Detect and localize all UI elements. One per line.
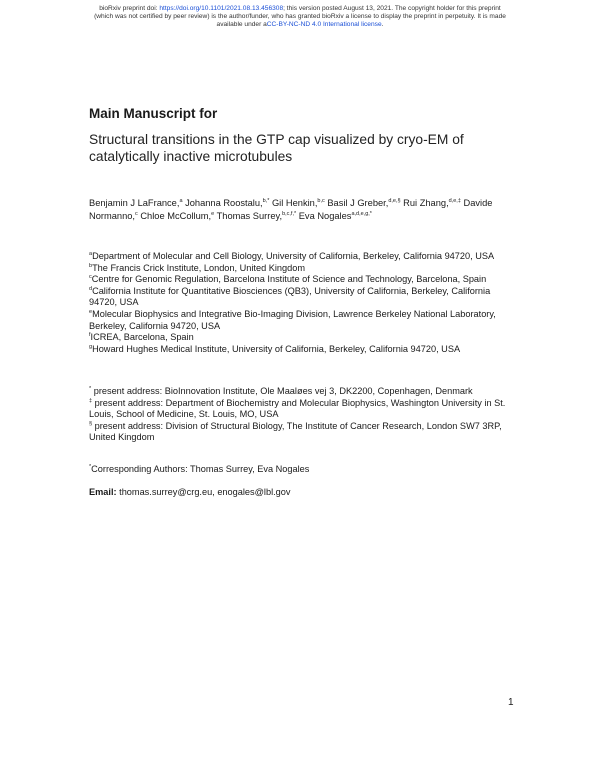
affiliation-item <box>89 332 509 344</box>
author-name: Davide Normanno, <box>89 198 493 221</box>
note-text: present address: Division of Structural Biology, The Institute of Cancer Research, London SW7 3RP, United Kingdom <box>89 420 502 443</box>
author <box>327 198 400 208</box>
affiliation-item <box>89 251 509 263</box>
note-mark: * <box>89 386 92 392</box>
author-name: Basil J Greber, <box>327 198 389 208</box>
paper-title: Structural transitions in the GTP cap visualized by cryo-EM of catalytically inactive microtubules <box>89 132 464 164</box>
author-affiliation-mark: c <box>135 210 138 217</box>
note-text: present address: Department of Biochemistry and Molecular Biophysics, Washington University in St. Louis, School of Medicine, St. Louis, MO, USA <box>89 397 506 420</box>
affiliation-text: Molecular Biophysics and Integrative Bio-Imaging Division, Lawrence Berkeley National Laboratory, Berkeley, California 94720, USA <box>89 308 496 331</box>
author <box>217 211 297 221</box>
header-line1-suffix: ; this version posted August 13, 2021. The copyright holder for this preprint <box>283 5 501 12</box>
affiliation-mark: d <box>89 285 93 292</box>
email-line <box>89 487 291 497</box>
author-name: Rui Zhang, <box>403 198 449 208</box>
author-name: Gil Henkin, <box>271 198 318 208</box>
preprint-header <box>20 5 580 30</box>
header-line-3 <box>20 21 580 29</box>
author-affiliation-mark: e <box>211 210 215 217</box>
affiliation-item <box>89 263 509 275</box>
author-affiliation-mark: b,* <box>262 198 270 204</box>
affiliation-text: Department of Molecular and Cell Biology, University of California, Berkeley, California 94720, USA <box>92 251 495 261</box>
header-license-prefix: available under a <box>216 21 267 29</box>
author-affiliation-mark: a,d,e,g,* <box>351 210 372 217</box>
corresponding-text: Corresponding Authors: Thomas Surrey, Eva Nogales <box>91 464 310 474</box>
header-license-suffix: . <box>381 21 384 29</box>
author-name: Benjamin J LaFrance, <box>89 198 180 208</box>
author <box>140 211 214 221</box>
author-affiliation-mark: d,e,‡ <box>448 198 461 204</box>
author-affiliation-mark: b,c <box>317 198 325 204</box>
present-address-note <box>89 386 514 398</box>
author-name: Johanna Roostalu, <box>185 198 263 208</box>
affiliation-mark: c <box>89 274 92 281</box>
affiliation-mark: g <box>89 343 93 350</box>
present-address-note <box>89 398 514 421</box>
note-text: present address: BioInnovation Institute, Ole Maaløes vej 3, DK2200, Copenhagen, Denmark <box>93 386 473 396</box>
author <box>299 211 372 221</box>
affiliation-item <box>89 286 509 309</box>
author-name: Thomas Surrey, <box>216 210 283 221</box>
author-name: Eva Nogales <box>298 210 352 221</box>
header-doi-prefix: bioRxiv preprint doi: <box>99 5 160 12</box>
present-address-note <box>89 421 514 444</box>
affiliation-text: Howard Hughes Medical Institute, University of California, Berkeley, California 94720, USA <box>92 343 461 354</box>
author-affiliation-mark: b,c,f,* <box>282 210 297 217</box>
affiliation-mark: a <box>89 251 93 257</box>
note-mark: § <box>89 420 93 427</box>
page-number: 1 <box>508 697 514 708</box>
affiliation-item <box>89 309 509 332</box>
author-name: Chloe McCollum, <box>140 210 212 221</box>
present-address-notes <box>89 386 514 444</box>
affiliation-text: California Institute for Quantitative Biosciences (QB3), University of California, Berkeley, California 94720, USA <box>89 285 491 308</box>
affiliation-mark: b <box>89 262 93 269</box>
manuscript-label: Main Manuscript for <box>89 106 218 121</box>
affiliation-text: Centre for Genomic Regulation, Barcelona Institute of Science and Technology, Barcelona, Spain <box>91 274 487 285</box>
affiliation-item <box>89 344 509 356</box>
author-list <box>89 197 519 222</box>
doi-link[interactable]: https://doi.org/10.1101/2021.08.13.456308 <box>159 5 284 12</box>
affiliation-text: The Francis Crick Institute, London, United Kingdom <box>92 262 306 273</box>
affiliation-mark: e <box>89 308 93 315</box>
author <box>403 198 461 208</box>
affiliation-list <box>89 251 509 355</box>
author-affiliation-mark: d,e,§ <box>388 198 401 204</box>
note-mark: ‡ <box>89 397 93 404</box>
email-addresses[interactable]: thomas.surrey@crg.eu, enogales@lbl.gov <box>119 487 291 497</box>
corresponding-authors <box>89 464 309 474</box>
license-link[interactable]: CC-BY-NC-ND 4.0 International license <box>266 21 382 29</box>
affiliation-item <box>89 274 509 286</box>
corresponding-mark: * <box>89 464 92 470</box>
author <box>89 198 183 208</box>
affiliation-text: ICREA, Barcelona, Spain <box>90 332 194 343</box>
author <box>272 198 325 208</box>
header-line-1 <box>20 5 580 13</box>
email-label: Email: <box>89 487 117 497</box>
author <box>185 198 269 208</box>
affiliation-mark: f <box>89 332 91 339</box>
author-affiliation-mark: a <box>179 198 183 204</box>
header-line-2: (which was not certified by peer review) is the author/funder, who has granted bioRxiv a license to display the preprint in perpetuity. It is made <box>94 13 506 21</box>
